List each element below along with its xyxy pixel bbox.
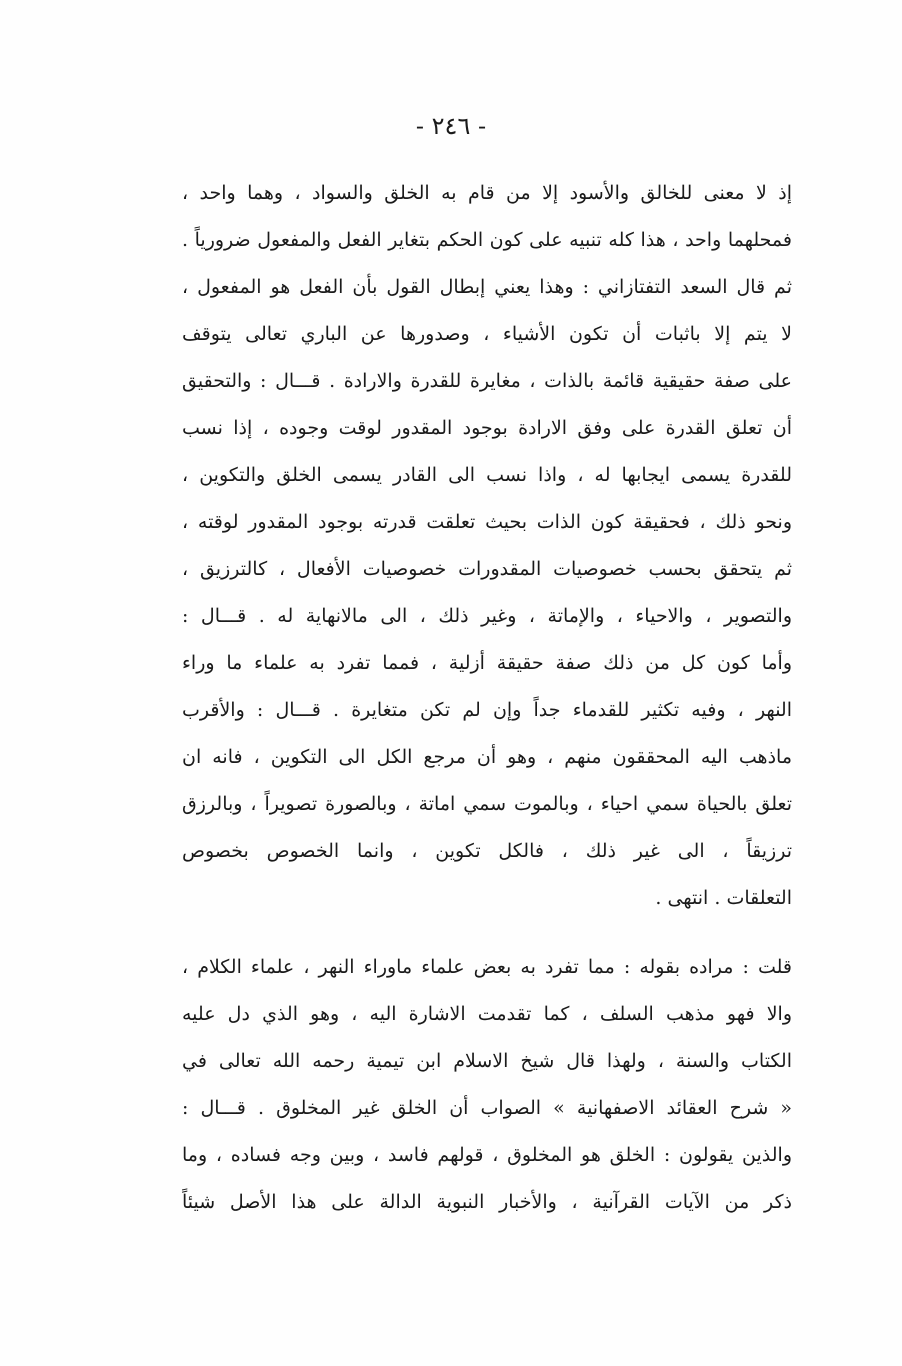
text-line: ثم يتحقق بحسب خصوصيات المقدورات خصوصيات الأفعال ، كالترزيق ،	[182, 558, 792, 580]
text-line: « شرح العقائد الاصفهانية » الصواب أن الخلق غير المخلوق . قـــال :	[182, 1097, 792, 1119]
text-line: الكتاب والسنة ، ولهذا قال شيخ الاسلام ابن تيمية رحمه الله تعالى في	[182, 1050, 792, 1072]
text-line: تعلق بالحياة سمي احياء ، وبالموت سمي اماتة ، وبالصورة تصويراً ، وبالرزق	[182, 793, 792, 815]
text-line: ونحو ذلك ، فحقيقة كون الذات بحيث تعلقت قدرته بوجود المقدور لوقته ،	[182, 511, 792, 533]
text-line: فمحلهما واحد ، هذا كله تنبيه على كون الحكم بتغاير الفعل والمفعول ضرورياً .	[182, 229, 792, 251]
text-line: لا يتم إلا باثبات أن تكون الأشياء ، وصدورها عن الباري تعالى يتوقف	[182, 323, 792, 345]
text-line: ترزيقاً ، الى غير ذلك ، فالكل تكوين ، وانما الخصوص بخصوص	[182, 840, 792, 862]
text-line: والتصوير ، والاحياء ، والإماتة ، وغير ذلك ، الى مالانهاية له . قـــال :	[182, 605, 792, 627]
text-line: ثم قال السعد التفتازاني : وهذا يعني إبطال القول بأن الفعل هو المفعول ،	[182, 276, 792, 298]
text-line: أن تعلق القدرة على وفق الارادة بوجود المقدور لوقت وجوده ، إذا نسب	[182, 417, 792, 439]
text-line: إذ لا معنى للخالق والأسود إلا من قام به الخلق والسواد ، وهما واحد ،	[182, 182, 792, 204]
paragraph-2	[182, 944, 792, 1226]
text-line: التعلقات . انتهى .	[655, 887, 792, 909]
text-line: قلت : مراده بقوله : مما تفرد به بعض علماء ماوراء النهر ، علماء الكلام ،	[182, 956, 792, 978]
text-line: والا فهو مذهب السلف ، كما تقدمت الاشارة اليه ، وهو الذي دل عليه	[182, 1003, 792, 1025]
text-line: والذين يقولون : الخلق هو المخلوق ، قولهم فاسد ، وبين وجه فساده ، وما	[182, 1144, 792, 1166]
text-line: ذكر من الآيات القرآنية ، والأخبار النبوية الدالة على هذا الأصل شيئاً	[182, 1191, 792, 1213]
text-line: وأما كون كل من ذلك صفة حقيقة أزلية ، فمما تفرد به علماء ما وراء	[182, 652, 792, 674]
text-line: النهر ، وفيه تكثير للقدماء جداً وإن لم تكن متغايرة . قـــال : والأقرب	[182, 699, 792, 721]
page-number: - ٢٤٦ -	[415, 112, 487, 140]
text-line: للقدرة يسمى ايجابها له ، واذا نسب الى القادر يسمى الخلق والتكوين ،	[182, 464, 792, 486]
text-line: على صفة حقيقية قائمة بالذات ، مغايرة للقدرة والارادة . قـــال : والتحقيق	[182, 370, 792, 392]
paragraph-1	[182, 170, 792, 922]
text-line: ماذهب اليه المحققون منهم ، وهو أن مرجع الكل الى التكوين ، فانه ان	[182, 746, 792, 768]
